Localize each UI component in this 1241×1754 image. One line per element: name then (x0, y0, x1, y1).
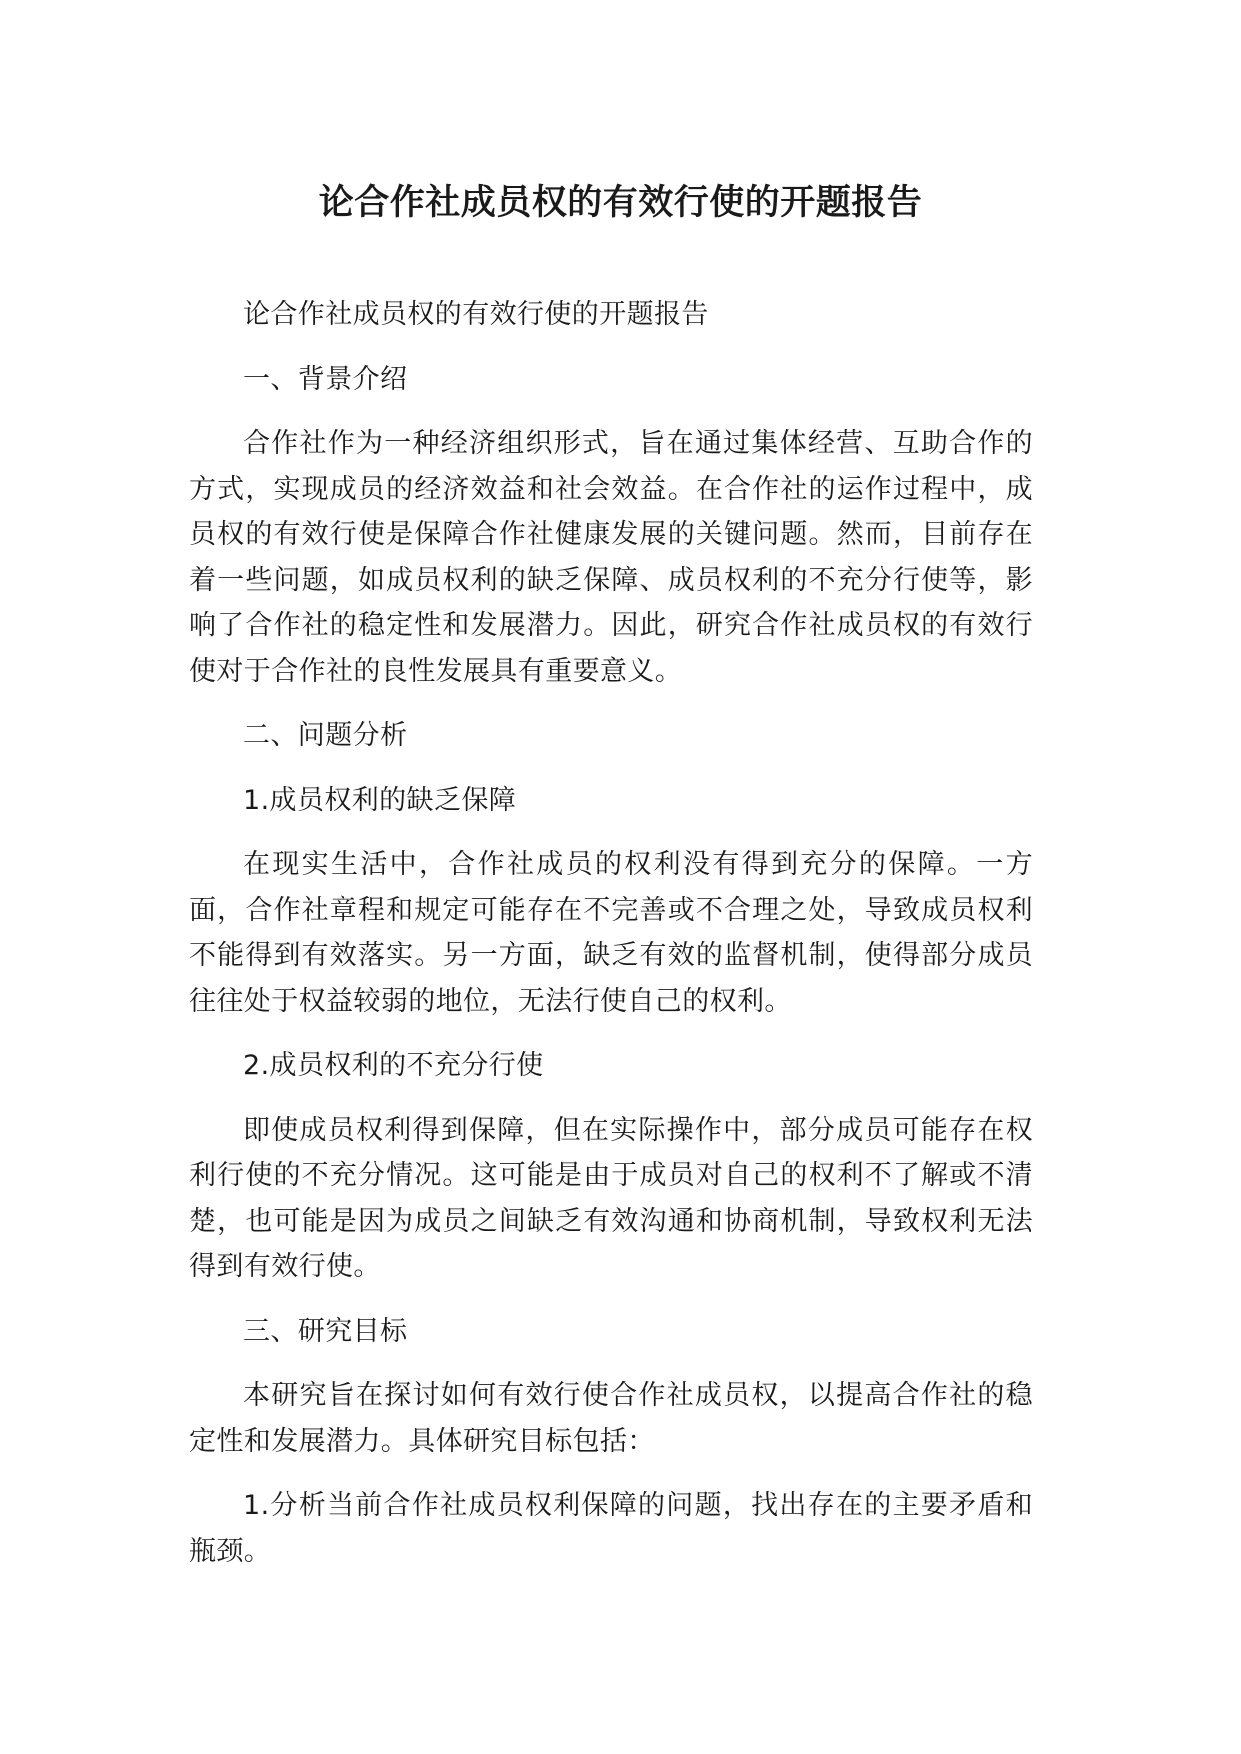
section-heading-problem-analysis: 二、问题分析 (243, 720, 408, 751)
document-body (189, 292, 1033, 1593)
document-title: 论合作社成员权的有效行使的开题报告 (318, 183, 923, 223)
section-heading-background: 一、背景介绍 (243, 363, 408, 395)
subheading-rights-protection: 1.成员权利的缺乏保障 (243, 784, 517, 816)
goal-item-1: 1.分析当前合作社成员权利保障的问题，找出存在的主要矛盾和瓶颈。 (189, 1490, 1033, 1567)
paragraph-research-goals: 本研究旨在探讨如何有效行使合作社成员权，以提高合作社的稳定性和发展潜力。具体研究目标包括： (189, 1380, 1033, 1457)
subheading-rights-exercise: 2.成员权利的不充分行使 (243, 1050, 544, 1081)
intro-title-line: 论合作社成员权的有效行使的开题报告 (243, 299, 709, 330)
paragraph-background: 合作社作为一种经济组织形式，旨在通过集体经营、互助合作的方式，实现成员的经济效益和社会效益。在合作社的运作过程中，成员权的有效行使是保障合作社健康发展的关键问题。然而，目前存在着一些问题，如成员权利的缺乏保障、成员权利的不充分行使等，影响了合作社的稳定性和发展潜力。因此，研究合作社成员权的有效行使对于合作社的良性发展具有重要意义。 (189, 428, 1033, 687)
paragraph-rights-exercise: 即使成员权利得到保障，但在实际操作中，部分成员可能存在权利行使的不充分情况。这可能是由于成员对自己的权利不了解或不清楚，也可能是因为成员之间缺乏有效沟通和协商机制，导致权利无法得到有效行使。 (189, 1114, 1033, 1282)
paragraph-rights-protection: 在现实生活中，合作社成员的权利没有得到充分的保障。一方面，合作社章程和规定可能存在不完善或不合理之处，导致成员权利不能得到有效落实。另一方面，缺乏有效的监督机制，使得部分成员往往处于权益较弱的地位，无法行使自己的权利。 (189, 849, 1033, 1017)
section-heading-research-goals: 三、研究目标 (243, 1315, 408, 1347)
